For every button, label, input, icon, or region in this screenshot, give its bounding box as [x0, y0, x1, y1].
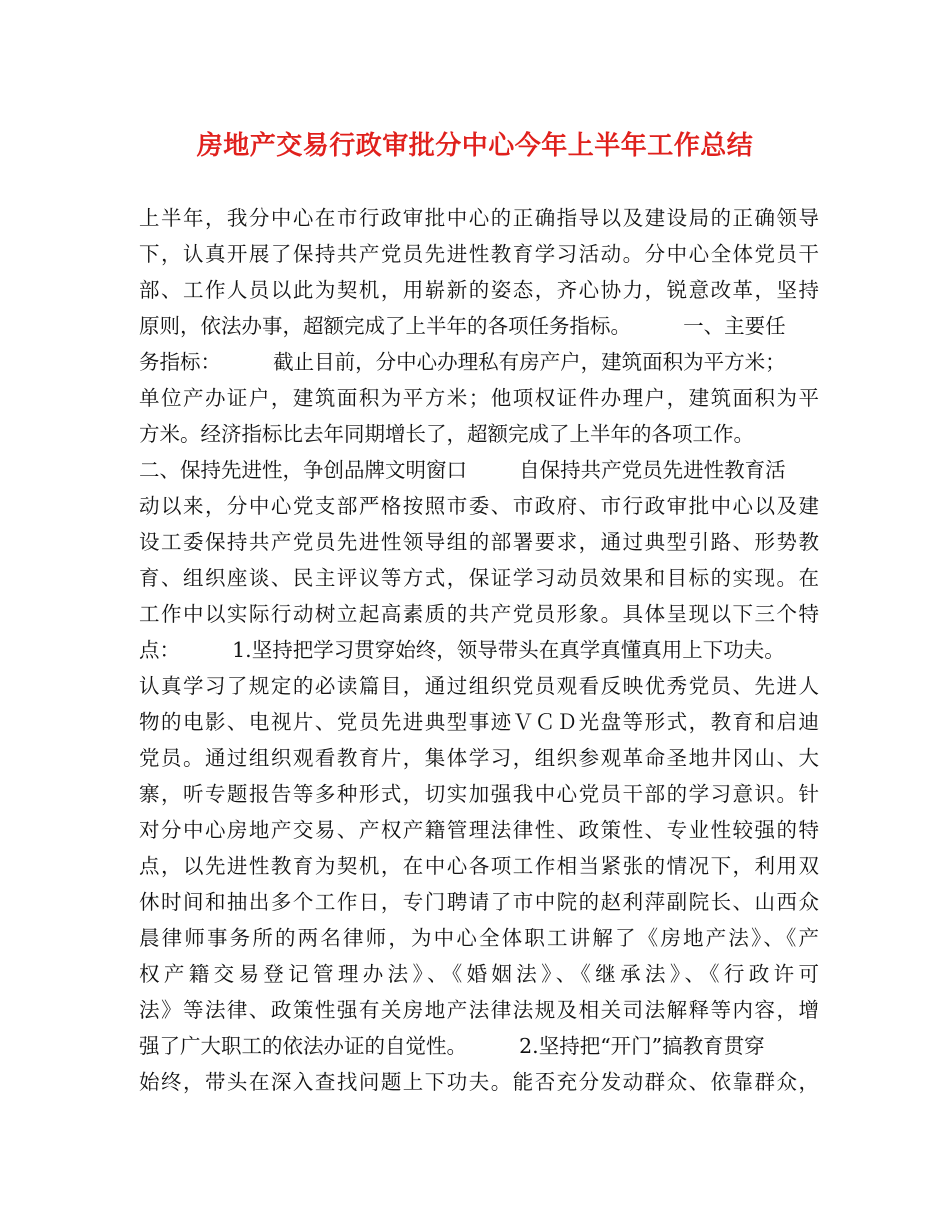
body-line: 点，以先进性教育为契机，在中心各项工作相当紧张的情况下，利用双: [139, 854, 819, 878]
body-line: 寨，听专题报告等多种形式，切实加强我中心党员干部的学习意识。针: [139, 782, 819, 806]
body-line: 动以来，分中心党支部严格按照市委、市政府、市行政审批中心以及建: [139, 494, 819, 518]
body-line: 育、组织座谈、民主评议等方式，保证学习动员效果和目标的实现。在: [139, 566, 819, 590]
body-line: 物的电影、电视片、党员先进典型事迹ＶＣＤ光盘等形式，教育和启迪: [139, 710, 819, 734]
document-title: 房地产交易行政审批分中心今年上半年工作总结: [196, 131, 754, 161]
body-line: 晨律师事务所的两名律师，为中心全体职工讲解了《房地产法》、《产: [139, 926, 819, 950]
body-line: 认真学习了规定的必读篇目，通过组织党员观看反映优秀党员、先进人: [139, 674, 819, 698]
body-line: 上半年，我分中心在市行政审批中心的正确指导以及建设局的正确领导: [139, 206, 819, 230]
body-line: 工作中以实际行动树立起高素质的共产党员形象。具体呈现以下三个特: [139, 602, 819, 626]
body-line: 党员。通过组织观看教育片，集体学习，组织参观革命圣地井冈山、大: [139, 746, 819, 770]
body-line: 下，认真开展了保持共产党员先进性教育学习活动。分中心全体党员干: [139, 242, 819, 266]
body-line: 原则，依法办事，超额完成了上半年的各项任务指标。 一、主要任: [139, 314, 786, 338]
body-line: 休时间和抽出多个工作日，专门聘请了市中院的赵利萍副院长、山西众: [139, 890, 819, 914]
body-line: 法》等法律、政策性强有关房地产法律法规及相关司法解释等内容，增: [139, 998, 819, 1022]
document-body: [139, 200, 819, 1100]
body-line: 二、保持先进性，争创品牌文明窗口 自保持共产党员先进性教育活: [139, 458, 786, 482]
body-line: 强了广大职工的依法办证的自觉性。 2.坚持把“开门”搞教育贯穿: [139, 1034, 765, 1058]
body-line: 对分中心房地产交易、产权产籍管理法律性、政策性、专业性较强的特: [139, 818, 819, 842]
body-line: 点： 1.坚持把学习贯穿始终，领导带头在真学真懂真用上下功夫。: [139, 638, 785, 662]
body-line: 始终，带头在深入查找问题上下功夫。能否充分发动群众、依靠群众，: [139, 1070, 819, 1094]
body-line: 方米。经济指标比去年同期增长了，超额完成了上半年的各项工作。: [139, 422, 754, 446]
body-line: 部、工作人员以此为契机，用崭新的姿态，齐心协力，锐意改革，坚持: [139, 278, 819, 302]
body-line: 设工委保持共产党员先进性领导组的部署要求，通过典型引路、形势教: [139, 530, 819, 554]
body-line: 权产籍交易登记管理办法》、《婚姻法》、《继承法》、《行政许可: [139, 962, 819, 986]
body-line: 务指标： 截止目前，分中心办理私有房产户，建筑面积为平方米；: [139, 350, 786, 374]
body-line: 单位产办证户，建筑面积为平方米；他项权证件办理户，建筑面积为平: [139, 386, 819, 410]
